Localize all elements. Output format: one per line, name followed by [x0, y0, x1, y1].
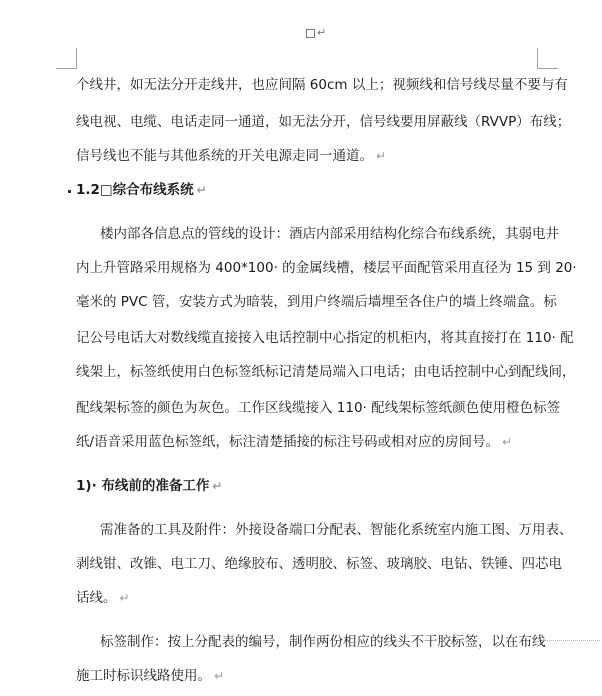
- heading-1-2: [76, 180, 207, 200]
- p2-line-6: 配线架标签的颜色为灰色。工作区线缆接入 110· 配线架标签纸颜色使用橙色标签: [76, 400, 561, 416]
- p4-line-2-text: 施工时标识线路使用。: [76, 668, 211, 684]
- return-mark: ↵: [502, 435, 513, 449]
- p3-line-3: [76, 588, 130, 608]
- p1-line-1: 个线井，如无法分开走线井，也应间隔 60cm 以上；视频线和信号线尽量不要与有: [76, 77, 568, 93]
- heading-1-2-text: 1.2□综合布线系统: [76, 182, 194, 198]
- p2-line-1: 楼内部各信息点的管线的设计：酒店内部采用结构化综合布线系统，其弱电井: [100, 226, 559, 242]
- p2-line-2: 内上升管路采用规格为 400*100· 的金属线槽，楼层平面配管采用直径为 15 到 20·: [76, 260, 577, 276]
- p2-line-3: 毫米的 PVC 管，安装方式为暗装，到用户终端后墙埋至各住户的墙上终端盒。标: [76, 294, 557, 310]
- p3-line-2: 剥线钳、改锥、电工刀、绝缘胶布、透明胶、标签、玻璃胶、电钻、铁锤、四芯电: [76, 556, 562, 572]
- return-mark: ↵: [376, 149, 387, 163]
- p1-line-2: 线电视、电缆、电话走同一通道，如无法分开，信号线要用屏蔽线（RVVP）布线；: [76, 114, 571, 130]
- heading-preparation-text: 1)· 布线前的准备工作: [76, 478, 210, 494]
- return-mark: ↵: [212, 479, 223, 493]
- p1-line-3-text: 信号线也不能与其他系统的开关电源走同一通道。: [76, 148, 373, 164]
- p4-line-1: 标签制作：按上分配表的编号，制作两份相应的线头不干胶标签，以在布线: [100, 634, 546, 650]
- p2-line-5: 线架上，标签纸使用白色标签纸标记清楚局端入口电话；由电话控制中心到配线间，: [76, 364, 576, 380]
- return-mark: ↵: [119, 591, 130, 605]
- return-mark: ↵: [214, 669, 225, 683]
- p3-line-3-text: 话线。: [76, 590, 117, 606]
- dotted-margin-line: [542, 640, 600, 641]
- header-paragraph-mark: [306, 26, 326, 39]
- margin-corner-top-left: [56, 48, 77, 69]
- p2-line-7-text: 纸/语音采用蓝色标签纸，标注清楚插接的标注号码或相对应的房间号。: [76, 434, 500, 450]
- p2-line-7: [76, 432, 512, 452]
- heading-bullet-icon: [68, 190, 71, 193]
- p3-line-1: 需准备的工具及附件：外接设备端口分配表、智能化系统室内施工图、万用表、: [100, 522, 573, 538]
- p1-line-3: [76, 146, 386, 166]
- heading-preparation: [76, 476, 222, 496]
- p2-line-4: 记公号电话大对数线缆直接接入电话控制中心指定的机柜内，将其直接打在 110· 配: [76, 330, 574, 346]
- header-box-icon: [306, 29, 315, 38]
- p4-line-2: [76, 666, 224, 686]
- header-return-mark: ↵: [317, 26, 327, 39]
- return-mark: ↵: [196, 183, 207, 197]
- margin-corner-top-right: [537, 48, 558, 69]
